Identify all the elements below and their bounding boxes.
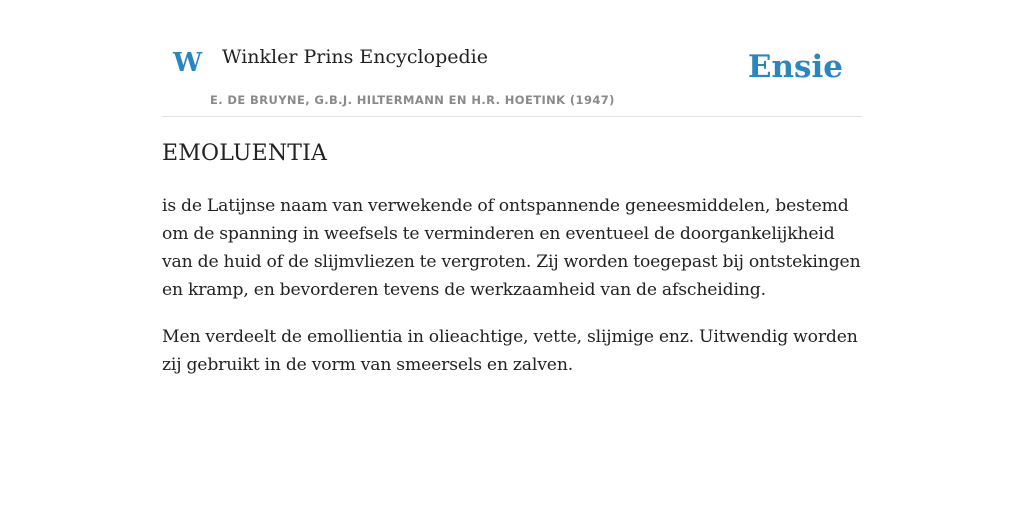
source-authors: E. DE BRUYNE, G.B.J. HILTERMANN EN H.R. HOETINK (1947) — [210, 93, 615, 107]
winkler-prins-logo[interactable]: W — [173, 48, 203, 78]
entry-title: EMOLUENTIA — [162, 141, 328, 166]
page — [162, 0, 862, 375]
entry-paragraph: is de Latijnse naam van verwekende of ontspannende geneesmiddelen, bestemd om de spanning in weefsels te verminderen en eventueel de doorgankelijkheid van de huid of de slijmvliezen te vergroten. Zij worden toegepast bij ontstekingen en kramp, en bevorderen tevens de werkzaamheid van de afscheiding. — [162, 196, 861, 300]
entry-paragraph: Men verdeelt de emollientia in olieachtige, vette, slijmige enz. Uitwendig worden zij gebruikt in de vorm van smeersels en zalven. — [162, 327, 858, 375]
site-header — [162, 0, 862, 117]
entry-body — [162, 192, 862, 398]
ensie-logo-link[interactable]: Ensie — [747, 49, 843, 85]
source-title[interactable]: Winkler Prins Encyclopedie — [222, 46, 488, 68]
